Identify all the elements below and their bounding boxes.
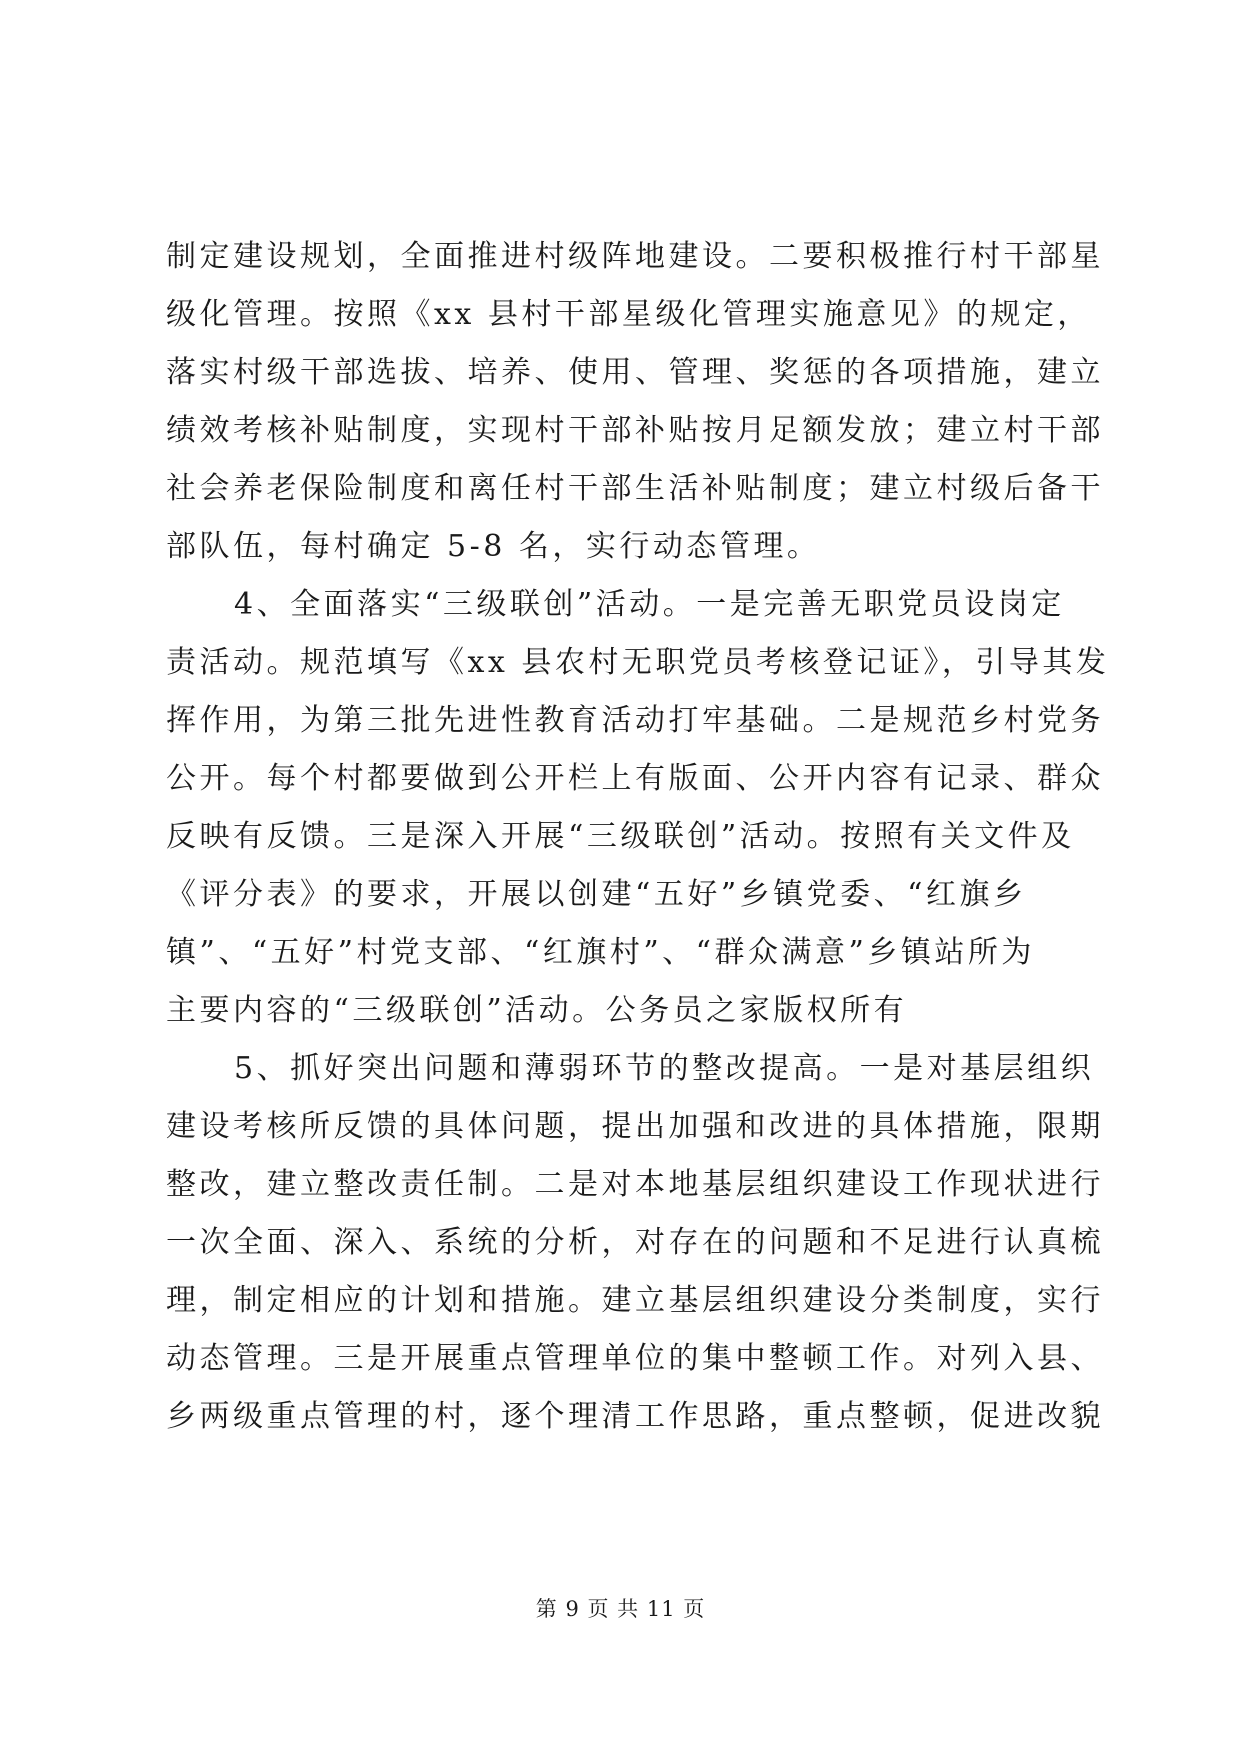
text-line: 制定建设规划，全面推进村级阵地建设。二要积极推行村干部星	[166, 239, 1104, 274]
text-line: 绩效考核补贴制度，实现村干部补贴按月足额发放；建立村干部	[166, 413, 1104, 448]
text-line: 责活动。规范填写《xx 县农村无职党员考核登记证》，引导其发	[166, 645, 1110, 680]
paragraph-start-line: 4、全面落实“三级联创”活动。一是完善无职党员设岗定	[234, 587, 1065, 622]
page-footer: 第 9 页 共 11 页	[535, 1597, 706, 1621]
text-line: 《评分表》的要求，开展以创建“五好”乡镇党委、“红旗乡	[166, 877, 1027, 912]
text-line: 一次全面、深入、系统的分析，对存在的问题和不足进行认真梳	[166, 1225, 1104, 1260]
text-line: 乡两级重点管理的村，逐个理清工作思路，重点整顿，促进改貌	[166, 1399, 1104, 1434]
text-line: 公开。每个村都要做到公开栏上有版面、公开内容有记录、群众	[166, 761, 1104, 796]
text-line: 整改，建立整改责任制。二是对本地基层组织建设工作现状进行	[166, 1167, 1104, 1202]
text-line: 反映有反馈。三是深入开展“三级联创”活动。按照有关文件及	[166, 819, 1075, 854]
text-line: 部队伍，每村确定 5-8 名，实行动态管理。	[166, 529, 821, 564]
text-line: 挥作用，为第三批先进性教育活动打牢基础。二是规范乡村党务	[166, 703, 1104, 738]
text-line: 建设考核所反馈的具体问题，提出加强和改进的具体措施，限期	[166, 1109, 1104, 1144]
text-line: 级化管理。按照《xx 县村干部星级化管理实施意见》的规定，	[166, 297, 1091, 332]
text-line: 社会养老保险制度和离任村干部生活补贴制度；建立村级后备干	[166, 471, 1104, 506]
text-line: 镇”、“五好”村党支部、“红旗村”、“群众满意”乡镇站所为	[166, 935, 1035, 970]
text-line: 落实村级干部选拔、培养、使用、管理、奖惩的各项措施，建立	[166, 355, 1104, 390]
text-line: 动态管理。三是开展重点管理单位的集中整顿工作。对列入县、	[166, 1341, 1104, 1376]
text-line: 主要内容的“三级联创”活动。公务员之家版权所有	[166, 993, 908, 1028]
text-line: 理，制定相应的计划和措施。建立基层组织建设分类制度，实行	[166, 1283, 1104, 1318]
document-body	[166, 228, 1110, 1446]
paragraph-start-line: 5、抓好突出问题和薄弱环节的整改提高。一是对基层组织	[234, 1051, 1095, 1086]
